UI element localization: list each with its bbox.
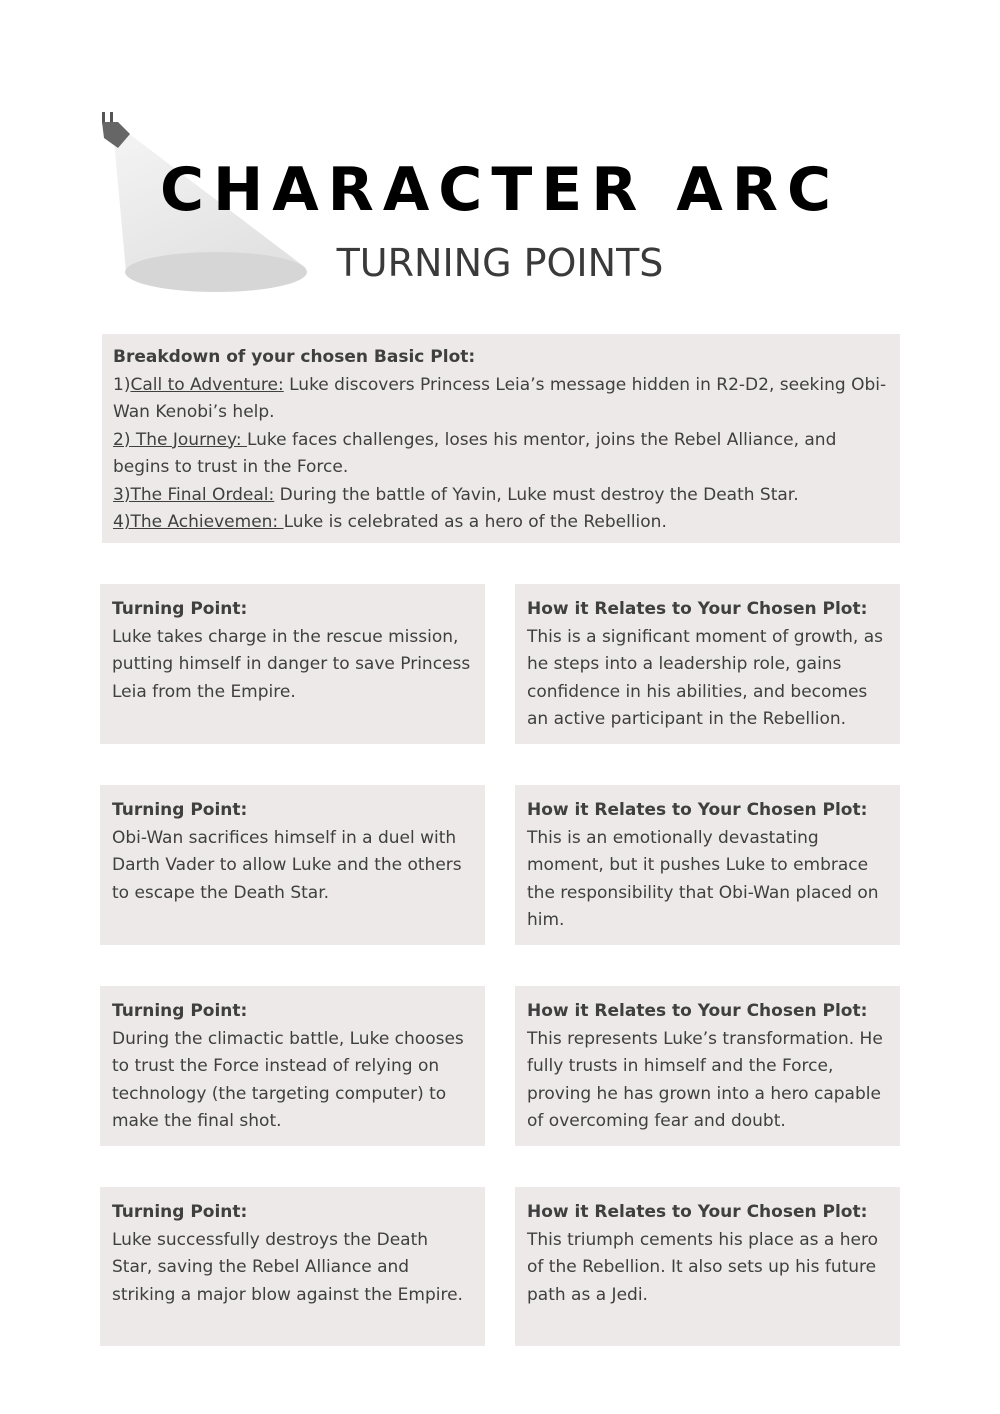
plot-relation-heading: How it Relates to Your Chosen Plot:: [527, 1001, 868, 1021]
plot-relation-heading: How it Relates to Your Chosen Plot:: [527, 1202, 868, 1222]
plot-step-3: [113, 482, 889, 510]
plot-step-1: [113, 372, 889, 427]
turning-point-heading: Turning Point:: [112, 1202, 248, 1222]
plot-step-number: 1): [113, 374, 131, 395]
turning-point-box-1: [100, 584, 485, 744]
plot-step-number: 2): [113, 429, 131, 450]
plot-step-label: The Journey:: [130, 429, 247, 450]
plot-relation-box-1: [515, 584, 900, 744]
turning-point-box-3: [100, 986, 485, 1146]
turning-point-heading: Turning Point:: [112, 1001, 248, 1021]
page-subtitle: TURNING POINTS: [336, 241, 664, 285]
plot-relation-text: This triumph cements his place as a hero of the Rebellion. It also sets up his future path as a Jedi.: [527, 1229, 878, 1305]
plot-relation-box-4: [515, 1187, 900, 1346]
plot-breakdown-heading: Breakdown of your chosen Basic Plot:: [113, 347, 476, 367]
plot-step-number: 4): [113, 512, 131, 532]
plot-relation-heading: How it Relates to Your Chosen Plot:: [527, 800, 868, 820]
turning-point-text: Luke takes charge in the rescue mission, putting himself in danger to save Princess Leia from the Empire.: [112, 626, 471, 702]
plot-step-label: Call to Adventure:: [130, 374, 284, 395]
turning-point-text: Obi-Wan sacrifices himself in a duel with Darth Vader to allow Luke and the others to escape the Death Star.: [112, 827, 462, 903]
page-title: CHARACTER ARC: [159, 155, 841, 225]
plot-step-label: The Achievemen:: [130, 512, 284, 532]
plot-step-text: Luke faces challenges, loses his mentor, joins the Rebel Alliance, and begins to trust in the Force.: [113, 429, 837, 477]
plot-step-2: [113, 427, 889, 482]
plot-relation-text: This is a significant moment of growth, as he steps into a leadership role, gains confidence in his abilities, and becomes an active participant in the Rebellion.: [527, 626, 883, 729]
turning-point-text: During the climactic battle, Luke chooses to trust the Force instead of relying on technology (the targeting computer) to make the final shot.: [112, 1028, 464, 1131]
turning-point-heading: Turning Point:: [112, 800, 248, 820]
plot-step-text: Luke discovers Princess Leia’s message hidden in R2-D2, seeking Obi-Wan Kenobi’s help.: [113, 374, 887, 422]
turning-point-box-2: [100, 785, 485, 945]
plot-step-text: Luke is celebrated as a hero of the Rebellion.: [283, 512, 667, 532]
plot-step-4: [113, 509, 889, 537]
plot-relation-box-2: [515, 785, 900, 945]
plot-breakdown-box: [102, 334, 900, 543]
turning-point-heading: Turning Point:: [112, 599, 248, 619]
plot-relation-heading: How it Relates to Your Chosen Plot:: [527, 599, 868, 619]
plot-step-label: The Final Ordeal:: [130, 484, 275, 505]
plot-step-number: 3): [113, 484, 131, 505]
plot-relation-box-3: [515, 986, 900, 1146]
plot-relation-text: This is an emotionally devastating moment, but it pushes Luke to embrace the responsibility that Obi-Wan placed on him.: [527, 827, 879, 930]
turning-point-box-4: [100, 1187, 485, 1346]
plot-relation-text: This represents Luke’s transformation. He fully trusts in himself and the Force, proving he has grown into a hero capable of overcoming fear and doubt.: [527, 1028, 883, 1131]
turning-point-text: Luke successfully destroys the Death Star, saving the Rebel Alliance and striking a major blow against the Empire.: [112, 1229, 463, 1305]
plot-step-text: During the battle of Yavin, Luke must destroy the Death Star.: [274, 484, 799, 505]
